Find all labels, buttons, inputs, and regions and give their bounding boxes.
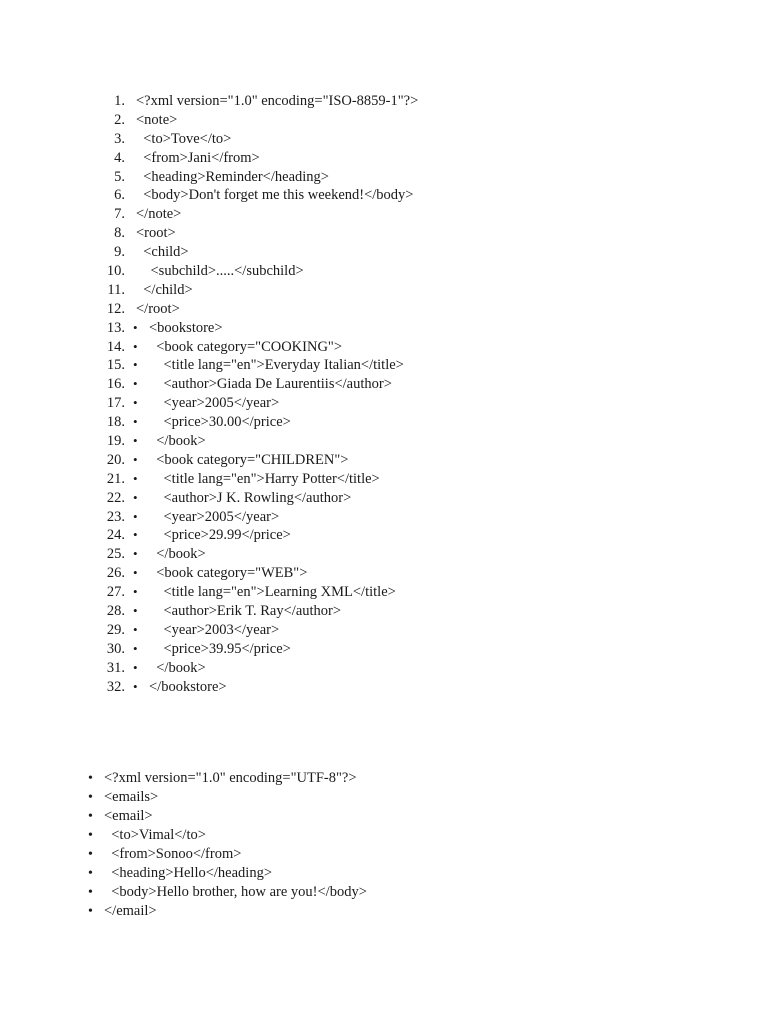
list-item-number: 2. xyxy=(114,111,125,128)
list-item xyxy=(0,602,768,621)
list-item-number: 20. xyxy=(106,451,125,468)
list-item-text: <note> xyxy=(136,111,178,128)
bullet-icon: • xyxy=(133,414,138,430)
list-item-text: <price>29.99</price> xyxy=(149,527,291,544)
list-item-text: <author>Erik T. Ray</author> xyxy=(149,603,342,620)
list-item-number: 25. xyxy=(106,546,125,563)
list-item xyxy=(0,413,768,432)
list-item-number: 9. xyxy=(114,244,125,261)
list-item-number: 13. xyxy=(106,319,125,336)
list-item xyxy=(0,864,768,883)
bulleted-xml-list xyxy=(0,769,768,921)
list-item-text: <title lang="en">Learning XML</title> xyxy=(149,584,396,601)
bullet-icon: • xyxy=(88,904,93,919)
list-item-text: <year>2003</year> xyxy=(149,621,280,638)
bullet-icon: • xyxy=(133,508,138,524)
list-item xyxy=(0,394,768,413)
bullet-icon: • xyxy=(88,771,93,786)
bullet-icon: • xyxy=(133,621,138,637)
list-item xyxy=(0,807,768,826)
list-item-text: <year>2005</year> xyxy=(149,395,280,412)
bullet-icon: • xyxy=(133,584,138,600)
list-item-text: <from>Jani</from> xyxy=(136,149,260,166)
list-item xyxy=(0,659,768,678)
bullet-icon: • xyxy=(133,565,138,581)
list-item xyxy=(0,678,768,697)
list-item-number: 17. xyxy=(106,395,125,412)
bullet-icon: • xyxy=(133,527,138,543)
list-item-text: <author>J K. Rowling</author> xyxy=(149,489,352,506)
list-item-text: <book category="WEB"> xyxy=(149,565,308,582)
list-item-number: 22. xyxy=(106,489,125,506)
list-item xyxy=(0,338,768,357)
list-item-number: 32. xyxy=(106,678,125,695)
list-item-number: 1. xyxy=(114,93,125,109)
list-item xyxy=(0,111,768,130)
bullet-icon: • xyxy=(133,433,138,449)
list-item-number: 26. xyxy=(106,565,125,582)
bullet-icon: • xyxy=(133,376,138,392)
list-item-text: <bookstore> xyxy=(149,319,223,336)
list-item-number: 10. xyxy=(106,263,125,280)
bullet-icon: • xyxy=(133,546,138,562)
list-item xyxy=(0,489,768,508)
list-item xyxy=(0,526,768,545)
list-item-text: <book category="CHILDREN"> xyxy=(149,451,349,468)
bullet-icon: • xyxy=(133,489,138,505)
bullet-icon: • xyxy=(88,809,93,824)
list-item xyxy=(0,281,768,300)
bullet-icon: • xyxy=(133,659,138,675)
list-item xyxy=(0,356,768,375)
list-item-number: 16. xyxy=(106,376,125,393)
list-item-number: 29. xyxy=(106,621,125,638)
list-item-text: <child> xyxy=(136,244,189,261)
list-item xyxy=(0,451,768,470)
list-item xyxy=(0,564,768,583)
bullet-icon: • xyxy=(133,640,138,656)
list-item xyxy=(0,545,768,564)
list-item xyxy=(0,300,768,319)
list-item-text: <body>Hello brother, how are you!</body> xyxy=(104,884,367,900)
list-item-number: 11. xyxy=(107,281,125,298)
list-item-text: <?xml version="1.0" encoding="ISO-8859-1"?> xyxy=(136,93,419,109)
list-item xyxy=(0,92,768,111)
bullet-icon: • xyxy=(133,319,138,335)
list-item xyxy=(0,186,768,205)
list-item-number: 19. xyxy=(106,433,125,450)
list-item xyxy=(0,583,768,602)
list-item xyxy=(0,319,768,338)
list-item-number: 21. xyxy=(106,470,125,487)
list-item-number: 14. xyxy=(106,338,125,355)
bullet-icon: • xyxy=(133,451,138,467)
list-item xyxy=(0,826,768,845)
list-item-text: <subchild>.....</subchild> xyxy=(136,263,304,280)
list-item-text: <body>Don't forget me this weekend!</body> xyxy=(136,187,414,204)
list-item-text: <heading>Reminder</heading> xyxy=(136,168,329,185)
list-item-text: </child> xyxy=(136,281,193,298)
list-item-text: <book category="COOKING"> xyxy=(149,338,343,355)
list-item xyxy=(0,149,768,168)
list-item-number: 3. xyxy=(114,130,125,147)
bullet-icon: • xyxy=(133,357,138,373)
list-item-text: <heading>Hello</heading> xyxy=(104,865,273,881)
list-item-number: 24. xyxy=(106,527,125,544)
list-item-text: </bookstore> xyxy=(149,678,227,695)
list-item xyxy=(0,205,768,224)
list-item-text: <?xml version="1.0" encoding="UTF-8"?> xyxy=(104,770,357,786)
bullet-icon: • xyxy=(88,790,93,805)
list-item-number: 12. xyxy=(106,300,125,317)
list-item xyxy=(0,883,768,902)
list-item-number: 6. xyxy=(114,187,125,204)
bullet-icon: • xyxy=(88,866,93,881)
list-item xyxy=(0,130,768,149)
list-item xyxy=(0,470,768,489)
list-item-text: </book> xyxy=(149,433,206,450)
list-item xyxy=(0,262,768,281)
list-item-number: 23. xyxy=(106,508,125,525)
list-item-number: 30. xyxy=(106,640,125,657)
list-item-text: <root> xyxy=(136,225,176,242)
list-item-text: </root> xyxy=(136,300,180,317)
list-item-text: <emails> xyxy=(104,789,159,805)
list-item xyxy=(0,788,768,807)
list-item-number: 8. xyxy=(114,225,125,242)
list-item-text: <year>2005</year> xyxy=(149,508,280,525)
list-item-text: <price>30.00</price> xyxy=(149,414,291,431)
list-item-number: 31. xyxy=(106,659,125,676)
list-item-text: </note> xyxy=(136,206,182,223)
list-item-text: </email> xyxy=(104,903,157,919)
bullet-icon: • xyxy=(88,828,93,843)
list-item-text: <title lang="en">Everyday Italian</title> xyxy=(149,357,404,374)
numbered-xml-list xyxy=(0,92,768,697)
list-item xyxy=(0,432,768,451)
list-item-text: </book> xyxy=(149,659,206,676)
list-item-text: <title lang="en">Harry Potter</title> xyxy=(149,470,380,487)
bullet-icon: • xyxy=(133,338,138,354)
list-item xyxy=(0,640,768,659)
list-item-number: 7. xyxy=(114,206,125,223)
list-item-text: <from>Sonoo</from> xyxy=(104,846,242,862)
list-item-number: 5. xyxy=(114,168,125,185)
list-item-text: <price>39.95</price> xyxy=(149,640,291,657)
list-item-text: </book> xyxy=(149,546,206,563)
list-item xyxy=(0,375,768,394)
bullet-icon: • xyxy=(88,847,93,862)
bullet-icon: • xyxy=(133,470,138,486)
list-item xyxy=(0,902,768,921)
list-item-number: 18. xyxy=(106,414,125,431)
list-item xyxy=(0,508,768,527)
list-item-text: <author>Giada De Laurentiis</author> xyxy=(149,376,392,393)
bullet-icon: • xyxy=(133,603,138,619)
list-item xyxy=(0,224,768,243)
bullet-icon: • xyxy=(133,678,138,694)
list-item-number: 28. xyxy=(106,603,125,620)
list-item xyxy=(0,845,768,864)
list-item xyxy=(0,769,768,788)
list-item-text: <to>Vimal</to> xyxy=(104,827,206,843)
list-item xyxy=(0,243,768,262)
list-item-number: 27. xyxy=(106,584,125,601)
list-item-text: <email> xyxy=(104,808,153,824)
list-item-number: 4. xyxy=(114,149,125,166)
list-item-text: <to>Tove</to> xyxy=(136,130,232,147)
bullet-icon: • xyxy=(133,395,138,411)
list-item xyxy=(0,168,768,187)
bullet-icon: • xyxy=(88,885,93,900)
list-item-number: 15. xyxy=(106,357,125,374)
list-item xyxy=(0,621,768,640)
